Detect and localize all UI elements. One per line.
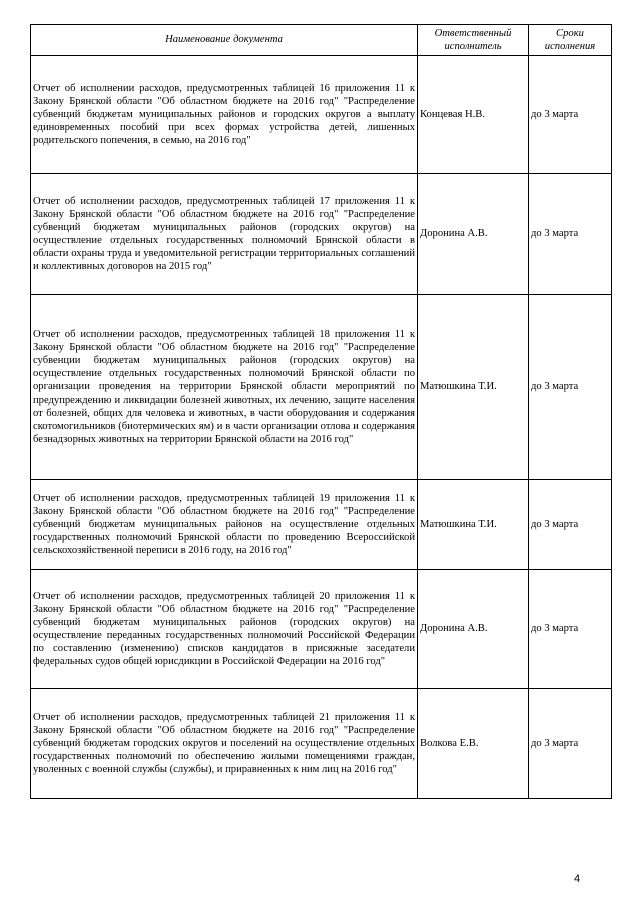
row-responsible: Матюшкина Т.И. [418,480,529,570]
table-row [31,295,612,480]
table-row [31,480,612,570]
table-row [31,689,612,799]
row-responsible: Доронина А.В. [418,174,529,295]
row-description: Отчет об исполнении расходов, предусмотренных таблицей 20 приложения 11 к Закону Брянской области "Об областном бюджете на 2016 год" "Распределение субвенций бюджетам муниципальных районов (городских округов) на осуществление переданных государственных полномочий Российской Федерации по составлению (изменению) списков кандидатов в присяжные заседатели федеральных судов общей юрисдикции в Российской Федерации на 2016 год" [31,570,418,689]
table-row [31,570,612,689]
row-responsible: Матюшкина Т.И. [418,295,529,480]
row-deadline: до 3 марта [529,56,612,174]
page-number: 4 [574,873,581,885]
header-deadline: Сроки исполнения [529,25,612,56]
row-deadline: до 3 марта [529,174,612,295]
row-description: Отчет об исполнении расходов, предусмотренных таблицей 21 приложения 11 к Закону Брянской области "Об областном бюджете на 2016 год" "Распределение субвенций бюджетам городских округов и поселений на осуществление отдельных государственных полномочий по обеспечению жилыми помещениями граждан, уволенных с военной службы (службы), и приравненных к ним лиц на 2016 год" [31,689,418,799]
row-description: Отчет об исполнении расходов, предусмотренных таблицей 19 приложения 11 к Закону Брянской области "Об областном бюджете на 2016 год" "Распределение субвенций бюджетам муниципальных районов на осуществление отдельных государственных полномочий Брянской области по проведению Всероссийской сельскохозяйственной переписи в 2016 году, на 2016 год" [31,480,418,570]
row-responsible: Доронина А.В. [418,570,529,689]
row-deadline: до 3 марта [529,295,612,480]
row-description: Отчет об исполнении расходов, предусмотренных таблицей 17 приложения 11 к Закону Брянской области "Об областном бюджете на 2016 год" "Распределение субвенций бюджетам муниципальных районов (городских округов) на осуществление отдельных государственных полномочий Брянской области в области охраны труда и уведомительной регистрации территориальных соглашений и коллективных договоров на 2015 год" [31,174,418,295]
table-header-row [31,25,612,56]
header-document-name: Наименование документа [31,25,418,56]
header-responsible: Ответственный исполнитель [418,25,529,56]
document-table [30,24,612,799]
row-responsible: Волкова Е.В. [418,689,529,799]
row-deadline: до 3 марта [529,570,612,689]
row-description: Отчет об исполнении расходов, предусмотренных таблицей 18 приложения 11 к Закону Брянской области "Об областном бюджете на 2016 год" "Распределение субвенции бюджетам муниципальных районов (городских округов) на осуществление отдельных государственных полномочий Брянской области по организации проведения на территории Брянской области мероприятий по предупреждению и ликвидации болезней животных, их лечению, защите населения от болезней, общих для человека и животных, в части оборудования и содержания скотомогильников (биотермических ям) и в части организации отлова и содержания безнадзорных животных на территории Брянской области на 2016 год" [31,295,418,480]
row-deadline: до 3 марта [529,689,612,799]
table-row [31,174,612,295]
row-deadline: до 3 марта [529,480,612,570]
row-responsible: Концевая Н.В. [418,56,529,174]
row-description: Отчет об исполнении расходов, предусмотренных таблицей 16 приложения 11 к Закону Брянской области "Об областном бюджете на 2016 год" "Распределение субвенций бюджетам муниципальных районов и городских округов а выплату единовременных пособий при всех формах устройства детей, лишенных родительского попечения, в семью, на 2016 год" [31,56,418,174]
table-row [31,56,612,174]
